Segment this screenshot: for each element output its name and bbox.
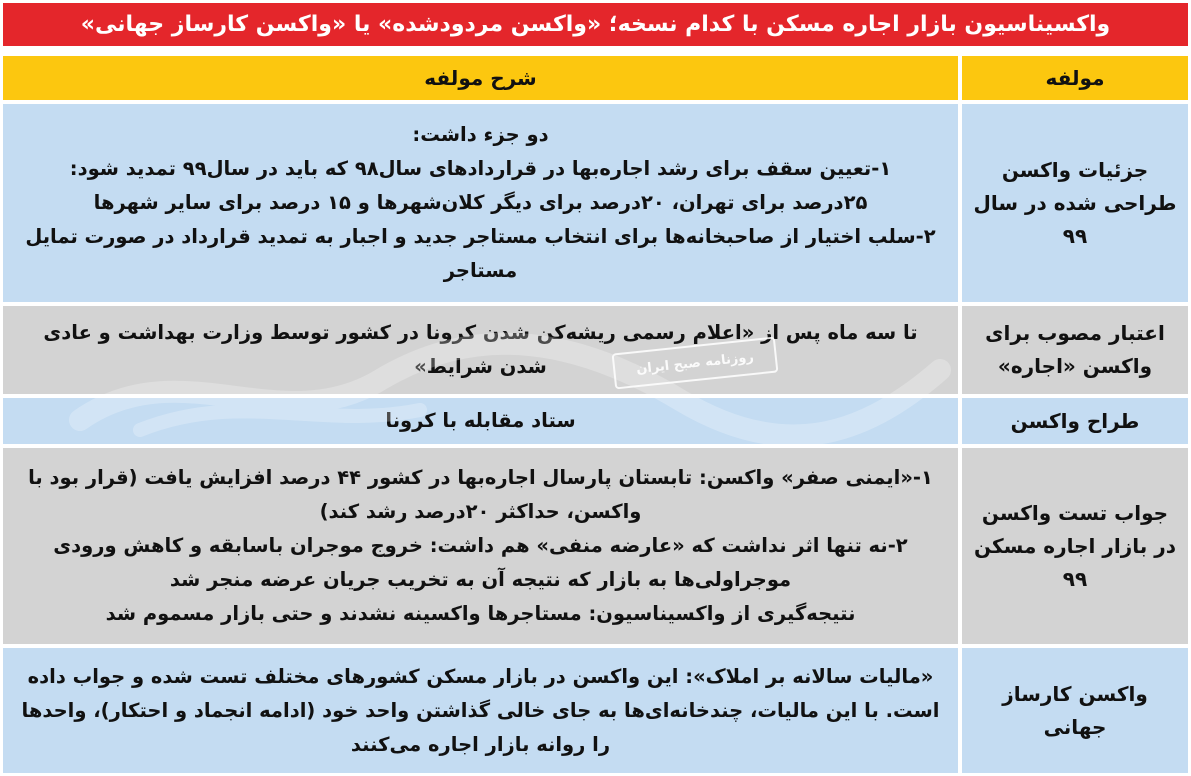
row-4-line: ۲-نه تنها اثر نداشت که «عارضه منفی» هم داشت: خروج موجران باسابقه و کاهش ورودی موجراولی‌ها به بازار که نتیجه آن به تخریب جریان عرضه منجر شد <box>53 534 908 591</box>
row-1-description <box>3 104 958 302</box>
newspaper-stamp-watermark: روزنامه صبح ایران <box>612 337 779 390</box>
row-4-line: ۱-«ایمنی صفر» واکسن: تابستان پارسال اجاره‌بها در کشور ۴۴ درصد افزایش یافت (قرار بود با واکسن، حداکثر ۲۰درصد رشد کند) <box>28 466 933 523</box>
row-3-line: ستاد مقابله با کرونا <box>385 409 576 432</box>
table-title: واکسیناسیون بازار اجاره مسکن با کدام نسخه؛ «واکسن مردودشده» یا «واکسن کارساز جهانی» <box>3 3 1188 49</box>
row-5-description <box>3 648 958 773</box>
row-2-line: تا سه ماه پس از «اعلام رسمی ریشه‌کن شدن کرونا در کشور توسط وزارت بهداشت و عادی شدن شرایط» <box>43 321 918 378</box>
row-3-description <box>3 398 958 444</box>
row-1-line: ۲-سلب اختیار از صاحبخانه‌ها برای انتخاب مستاجر جدید و اجبار به تمدید قرارداد در صورت تمایل مستاجر <box>25 225 936 282</box>
row-1-label: جزئیات واکسن طراحی شده در سال ۹۹ <box>962 104 1188 302</box>
row-4-description <box>3 448 958 644</box>
row-1-line: ۱-تعیین سقف برای رشد اجاره‌بها در قراردادهای سال۹۸ که باید در سال۹۹ تمدید شود: <box>69 157 892 180</box>
row-2-description <box>3 306 958 394</box>
row-4-line: نتیجه‌گیری از واکسیناسیون: مستاجرها واکسینه نشدند و حتی بازار مسموم شد <box>105 602 856 625</box>
row-1-line: ۲۵درصد برای تهران، ۲۰درصد برای دیگر کلان‌شهرها و ۱۵ درصد برای سایر شهرها <box>93 191 868 214</box>
header-description: شرح مولفه <box>3 56 958 100</box>
row-5-label: واکسن کارساز جهانی <box>962 648 1188 773</box>
header-component: مولفه <box>962 56 1188 100</box>
row-2-label: اعتبار مصوب برای واکسن «اجاره» <box>962 306 1188 394</box>
row-3-label: طراح واکسن <box>962 398 1188 444</box>
row-4-label: جواب تست واکسن در بازار اجاره مسکن ۹۹ <box>962 448 1188 644</box>
row-1-line: دو جزء داشت: <box>412 123 549 146</box>
row-5-line: «مالیات سالانه بر املاک»: این واکسن در بازار مسکن کشورهای مختلف تست شده و جواب داده است. با این مالیات، چندخانه‌ای‌ها به جای خالی گذاشتن واحد خود (ادامه انجماد و احتکار)، واحدها را روانه بازار اجاره می‌کنند <box>21 664 940 756</box>
